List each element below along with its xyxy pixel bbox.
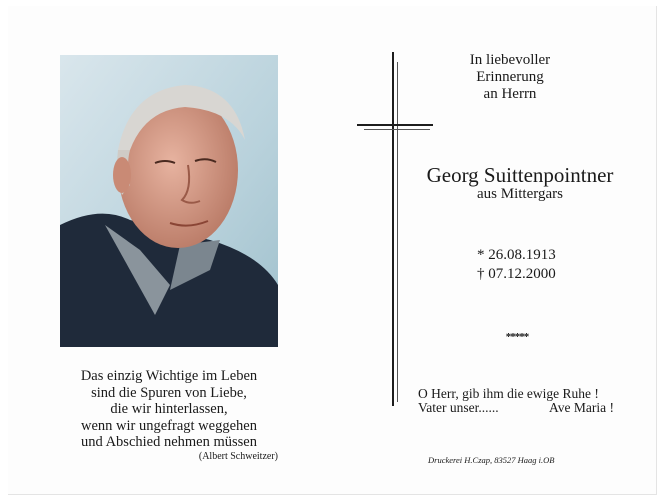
- portrait-image: [60, 55, 278, 347]
- cross-vertical-bar: [392, 52, 394, 406]
- poem: [56, 368, 282, 463]
- cross-vertical-inner-bar: [397, 62, 398, 402]
- birth-date: * 26.08.1913: [477, 247, 556, 263]
- memory-heading-line: In liebevoller: [469, 52, 551, 68]
- deceased-place: aus Mittergars: [477, 186, 563, 202]
- poem-line: und Abschied nehmen müssen: [81, 434, 257, 450]
- cross-horizontal-bar: [357, 124, 433, 126]
- prayer-ave-maria: Ave Maria !: [549, 400, 614, 415]
- poem-line: wenn wir ungefragt weggehen: [81, 417, 257, 434]
- portrait-photo: [60, 55, 278, 347]
- separator-stars: *****: [505, 331, 529, 343]
- printer-credit: Druckerei H.Czap, 83527 Haag i.OB: [428, 455, 555, 465]
- death-date: † 07.12.2000: [477, 266, 556, 282]
- memory-heading-line: an Herrn: [483, 86, 537, 102]
- memory-heading: [440, 52, 580, 103]
- prayer-vater-unser: Vater unser......: [418, 400, 499, 415]
- prayer-line: O Herr, gib ihm die ewige Ruhe !: [418, 386, 599, 401]
- prayer-line-2: [418, 400, 614, 415]
- memory-heading-line: Erinnerung: [476, 69, 544, 85]
- poem-author: (Albert Schweitzer): [198, 450, 278, 462]
- deceased-name: Georg Suittenpointner: [426, 163, 614, 187]
- poem-line: sind die Spuren von Liebe,: [91, 384, 247, 401]
- cross-horizontal-inner-bar: [364, 129, 430, 130]
- poem-line: die wir hinterlassen,: [110, 401, 228, 417]
- poem-line: Das einzig Wichtige im Leben: [80, 368, 258, 384]
